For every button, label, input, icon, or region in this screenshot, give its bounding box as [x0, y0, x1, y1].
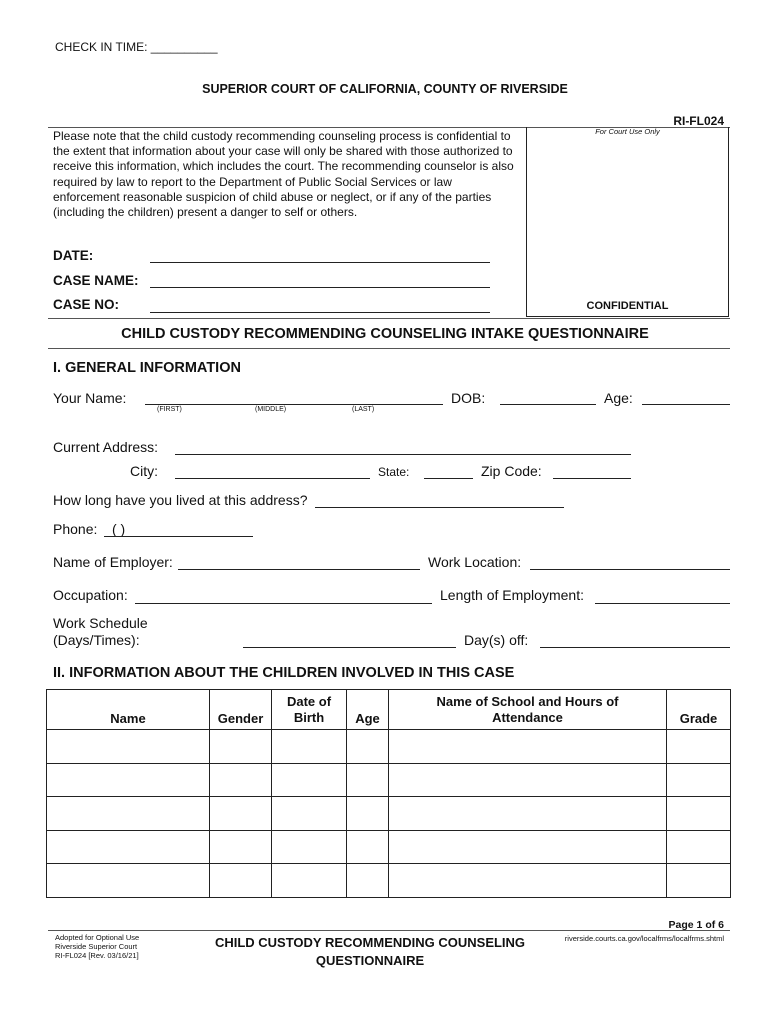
occupation-label: Occupation: — [53, 587, 128, 603]
case-name-label: CASE NAME: — [53, 273, 139, 288]
case-no-label: CASE NO: — [53, 297, 120, 312]
footer-url: riverside.courts.ca.gov/localfrms/localfrms.shtml — [564, 934, 724, 943]
footer-title — [200, 934, 540, 970]
your-name-field[interactable] — [145, 404, 443, 405]
days-off-label: Day(s) off: — [464, 632, 529, 648]
child-name-cell[interactable] — [47, 730, 210, 764]
child-age-cell[interactable] — [347, 830, 389, 864]
employer-label: Name of Employer: — [53, 554, 173, 570]
check-in-time: CHECK IN TIME: __________ — [55, 40, 218, 54]
page-number: Page 1 of 6 — [668, 919, 724, 931]
length-employment-label: Length of Employment: — [440, 587, 584, 603]
form-title: CHILD CUSTODY RECOMMENDING COUNSELING INTAKE QUESTIONNAIRE — [121, 326, 649, 342]
child-school-cell[interactable] — [389, 830, 667, 864]
table-row — [47, 730, 731, 764]
footer-adopted: Adopted for Optional Use — [55, 933, 140, 942]
footer-revision: RI-FL024 [Rev. 03/16/21] — [55, 951, 139, 960]
children-table — [46, 689, 731, 898]
child-dob-cell[interactable] — [272, 797, 347, 831]
your-name-label: Your Name: — [53, 390, 127, 406]
form-number: RI-FL024 — [673, 114, 724, 128]
child-gender-cell[interactable] — [210, 830, 272, 864]
title-rule-bottom — [48, 348, 730, 349]
table-row — [47, 763, 731, 797]
footer-adoption-info — [55, 933, 139, 960]
child-name-cell[interactable] — [47, 797, 210, 831]
child-grade-cell[interactable] — [667, 830, 731, 864]
age-field[interactable] — [642, 404, 730, 405]
case-no-field[interactable] — [150, 312, 490, 313]
work-location-field[interactable] — [530, 569, 730, 570]
occupation-field[interactable] — [135, 603, 432, 604]
city-label: City: — [130, 463, 158, 479]
child-grade-cell[interactable] — [667, 763, 731, 797]
child-dob-cell[interactable] — [272, 730, 347, 764]
col-grade-header: Grade — [667, 690, 731, 730]
confidentiality-notice: Please note that the child custody recommending counseling process is confidential to the extent that information about your case will only be shared with those authorized to receive this information, which includes the court. The recommending counselor is also required by law to report to the Department of Public Social Services or law enforcement reasonable suspicion of child abuse or neglect, or if any of the parties (including the children) present a danger to self or others. — [53, 129, 514, 220]
phone-field[interactable] — [104, 536, 253, 537]
child-age-cell[interactable] — [347, 797, 389, 831]
dob-label: DOB: — [451, 390, 486, 406]
age-label: Age: — [604, 390, 633, 406]
section-children-heading: II. INFORMATION ABOUT THE CHILDREN INVOLVED IN THIS CASE — [53, 665, 515, 681]
child-dob-cell[interactable] — [272, 864, 347, 898]
work-location-label: Work Location: — [428, 554, 522, 570]
days-off-field[interactable] — [540, 647, 730, 648]
child-grade-cell[interactable] — [667, 797, 731, 831]
footer-rule — [48, 930, 730, 931]
last-name-caption: (LAST) — [352, 406, 375, 413]
title-rule-top — [48, 318, 730, 319]
zip-code-field[interactable] — [553, 478, 631, 479]
child-gender-cell[interactable] — [210, 763, 272, 797]
child-grade-cell[interactable] — [667, 730, 731, 764]
state-label: State: — [378, 465, 410, 479]
zip-code-label: Zip Code: — [481, 463, 542, 479]
child-age-cell[interactable] — [347, 730, 389, 764]
phone-label: Phone: — [53, 521, 98, 537]
child-gender-cell[interactable] — [210, 730, 272, 764]
case-name-field[interactable] — [150, 287, 490, 288]
child-name-cell[interactable] — [47, 864, 210, 898]
child-gender-cell[interactable] — [210, 864, 272, 898]
child-school-cell[interactable] — [389, 797, 667, 831]
child-school-cell[interactable] — [389, 864, 667, 898]
employer-field[interactable] — [178, 569, 420, 570]
col-gender-header: Gender — [210, 690, 272, 730]
child-grade-cell[interactable] — [667, 864, 731, 898]
child-dob-cell[interactable] — [272, 763, 347, 797]
child-age-cell[interactable] — [347, 864, 389, 898]
footer-title-line2: QUESTIONNAIRE — [315, 953, 425, 968]
first-name-caption: (FIRST) — [157, 406, 182, 413]
col-school-header — [389, 690, 667, 730]
date-label: DATE: — [53, 248, 94, 263]
state-field[interactable] — [424, 478, 473, 479]
col-name-header: Name — [47, 690, 210, 730]
child-dob-cell[interactable] — [272, 830, 347, 864]
col-dob-text: Date of Birth — [286, 693, 332, 725]
footer-court: Riverside Superior Court — [55, 942, 138, 951]
court-use-label: For Court Use Only — [595, 127, 660, 136]
phone-area-code: ( ) — [112, 521, 126, 537]
child-school-cell[interactable] — [389, 730, 667, 764]
confidential-label: CONFIDENTIAL — [586, 300, 669, 312]
residence-duration-field[interactable] — [315, 507, 564, 508]
child-age-cell[interactable] — [347, 763, 389, 797]
child-name-cell[interactable] — [47, 763, 210, 797]
dob-field[interactable] — [500, 404, 596, 405]
col-dob-header — [272, 690, 347, 730]
current-address-field[interactable] — [175, 454, 631, 455]
footer-title-line1: CHILD CUSTODY RECOMMENDING COUNSELING — [214, 935, 526, 950]
table-row — [47, 864, 731, 898]
section-general-heading: I. GENERAL INFORMATION — [53, 360, 241, 376]
residence-duration-label: How long have you lived at this address? — [53, 492, 308, 508]
date-field[interactable] — [150, 262, 490, 263]
court-use-box — [526, 127, 729, 317]
child-school-cell[interactable] — [389, 763, 667, 797]
length-employment-field[interactable] — [595, 603, 730, 604]
col-age-header: Age — [347, 690, 389, 730]
children-table-header — [47, 690, 731, 730]
child-gender-cell[interactable] — [210, 797, 272, 831]
middle-name-caption: (MIDDLE) — [255, 406, 287, 413]
col-school-text: Name of School and Hours of Attendance — [436, 693, 619, 725]
days-times-label: (Days/Times): — [53, 632, 140, 648]
work-schedule-field[interactable] — [243, 647, 456, 648]
table-row — [47, 797, 731, 831]
table-row — [47, 830, 731, 864]
current-address-label: Current Address: — [53, 439, 159, 455]
court-name: SUPERIOR COURT OF CALIFORNIA, COUNTY OF RIVERSIDE — [202, 82, 568, 96]
child-name-cell[interactable] — [47, 830, 210, 864]
city-field[interactable] — [175, 478, 370, 479]
work-schedule-label: Work Schedule — [53, 615, 148, 631]
